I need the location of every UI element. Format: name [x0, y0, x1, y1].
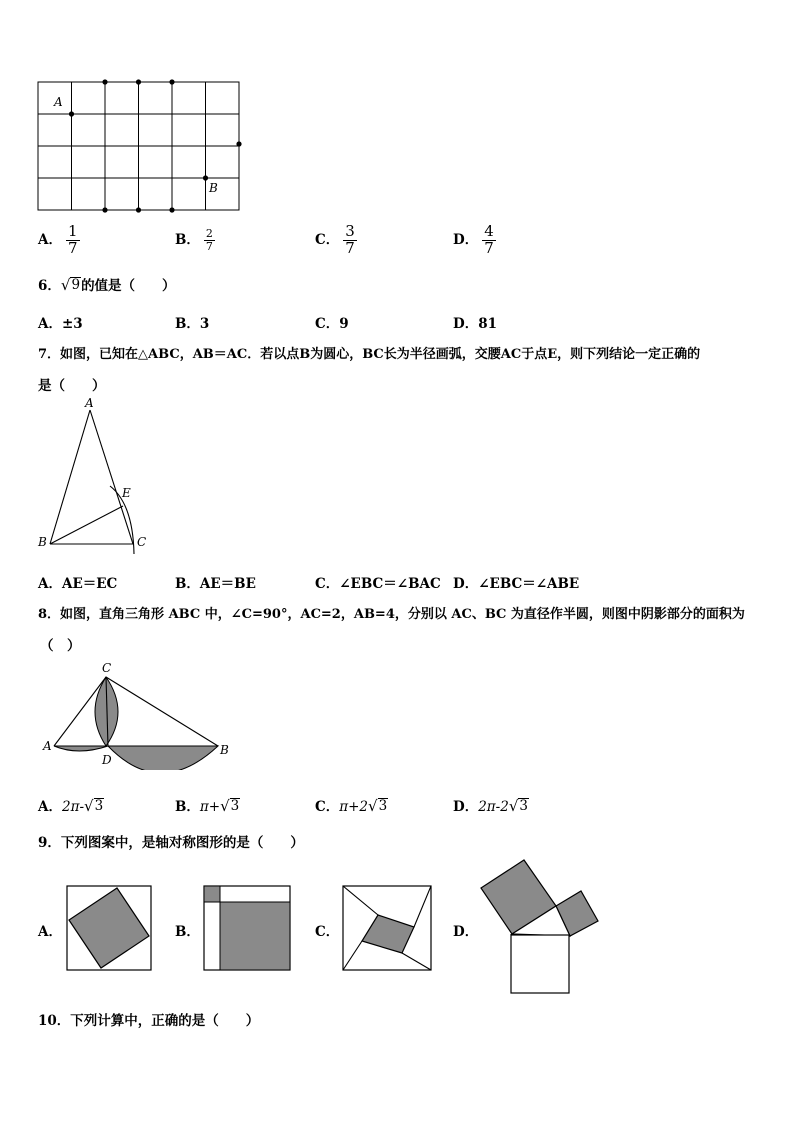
q8-point-b-label: B — [220, 743, 229, 757]
q8-stem-line1: 8．如图，直角三角形 ABC 中，∠C=90°，AC=2，AB=4，分别以 AC、BC 为直径作半圆，则图中阴影部分的面积为 — [38, 607, 745, 622]
q6-option-d[interactable]: D．81 — [453, 316, 498, 332]
q8-option-d[interactable]: D．2π-2 √ 3 — [453, 797, 528, 815]
q9-option-d-figure[interactable] — [478, 858, 602, 998]
q7-option-d[interactable]: D．∠EBC＝∠ABE — [453, 576, 580, 592]
q9-option-c-figure[interactable] — [342, 885, 432, 971]
fraction: $\frac{2}{7}$ — [205, 227, 213, 253]
q7-option-b[interactable]: B．AE＝BE — [175, 576, 256, 592]
q8-option-a[interactable]: A．2π- √ 3 — [38, 797, 104, 815]
q7-point-b-label: B — [38, 535, 47, 549]
q6-option-a[interactable]: A．±3 — [38, 316, 83, 332]
q5-point-a-label: A — [54, 95, 63, 109]
q10-stem: 10．下列计算中，正确的是（ ） — [38, 1013, 260, 1029]
q5-point-b-label: B — [209, 181, 218, 195]
q9-option-d-letter[interactable]: D． — [453, 924, 479, 940]
option-letter: A． — [38, 231, 62, 248]
q8-point-a-label: A — [43, 739, 52, 753]
q7-stem-line2: 是（ ） — [38, 378, 106, 394]
q7-option-c[interactable]: C．∠EBC＝∠BAC — [315, 576, 441, 592]
q8-option-b[interactable]: B．π+ √ 3 — [175, 797, 240, 815]
option-letter: D． — [453, 231, 479, 248]
q7-stem-line1: 7．如图，已知在△ABC，AB＝AC．若以点B为圆心，BC长为半径画弧，交腰AC于点E，则下列结论一定正确的 — [38, 347, 701, 362]
fraction: $\frac{4}{7}$ — [484, 222, 494, 257]
q9-stem: 9．下列图案中，是轴对称图形的是（ ） — [38, 835, 304, 851]
q7-point-c-label: C — [137, 535, 147, 549]
fraction: $\frac{1}{7}$ — [67, 222, 78, 257]
q8-semicircles-figure — [38, 660, 238, 770]
q9-option-c-letter[interactable]: C． — [315, 924, 340, 940]
sqrt-expression: √ 9 — [60, 276, 81, 294]
option-letter: B． — [175, 232, 200, 248]
q9-option-a-letter[interactable]: A． — [38, 924, 62, 940]
q5-option-c[interactable] — [315, 224, 357, 257]
q9-option-b-figure[interactable] — [203, 885, 291, 971]
q5-option-d[interactable] — [453, 224, 496, 257]
q8-point-c-label: C — [102, 661, 112, 675]
q7-point-e-label: E — [122, 486, 131, 500]
q5-option-a[interactable] — [38, 224, 80, 257]
q8-option-c[interactable]: C．π+2 √ 3 — [315, 797, 388, 815]
q7-option-a[interactable]: A．AE＝EC — [38, 576, 118, 592]
fraction: $\frac{3}{7}$ — [345, 222, 355, 257]
q6-stem: 6． √ 9 的值是（ ） — [38, 276, 176, 294]
q6-option-b[interactable]: B．3 — [175, 316, 210, 332]
option-letter: C． — [315, 231, 340, 248]
q5-grid-figure — [30, 70, 250, 220]
q6-option-c[interactable]: C．9 — [315, 316, 349, 332]
q9-option-a-figure[interactable] — [66, 885, 152, 971]
q5-option-b[interactable] — [175, 228, 215, 253]
q9-option-b-letter[interactable]: B． — [175, 924, 200, 940]
q8-stem-line2: （ ） — [40, 638, 81, 654]
q7-point-a-label: A — [85, 396, 94, 410]
q7-triangle-figure — [30, 394, 160, 559]
q8-point-d-label: D — [102, 753, 112, 767]
